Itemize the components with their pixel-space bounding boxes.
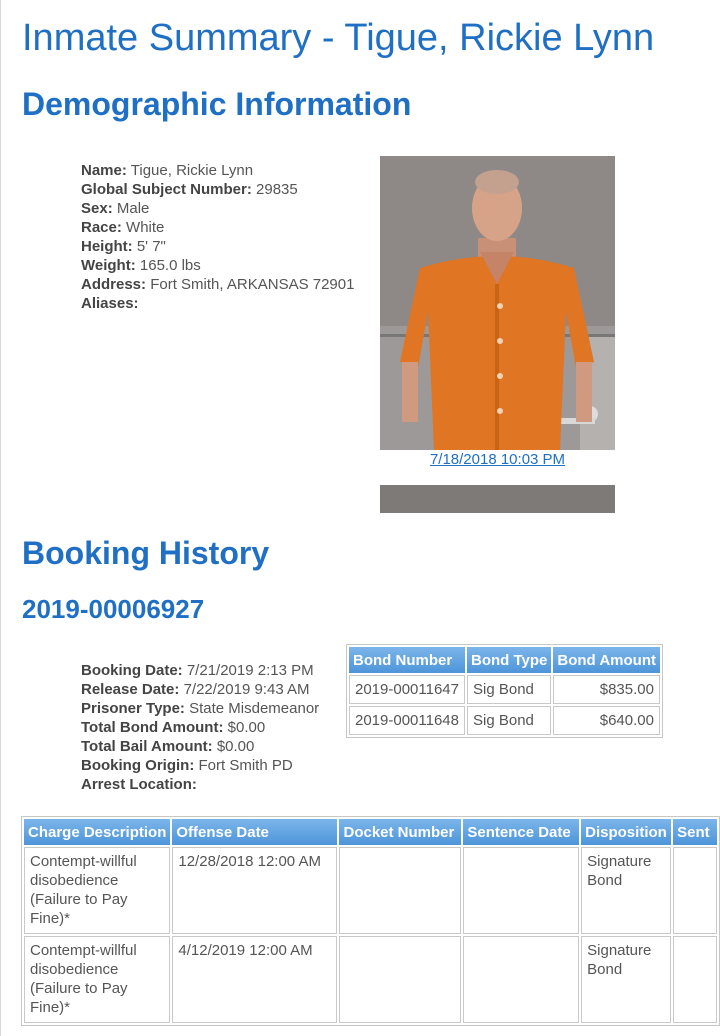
- total-bond-value: $0.00: [227, 719, 266, 736]
- sentence-date-cell: [463, 936, 579, 1023]
- release-date-value: 7/22/2019 9:43 AM: [183, 681, 310, 698]
- subject-number-value: 29835: [256, 181, 298, 198]
- bond-number-header: Bond Number: [349, 647, 465, 673]
- aliases-label: Aliases:: [81, 295, 139, 312]
- bond-amount-header: Bond Amount: [553, 647, 660, 673]
- sex-value: Male: [116, 200, 150, 217]
- prisoner-type-label: Prisoner Type:: [81, 700, 185, 717]
- bond-amount-cell: $835.00: [553, 675, 660, 704]
- name-label: Name:: [81, 162, 127, 179]
- total-bond-row: [81, 718, 319, 737]
- booking-date-label: Booking Date:: [81, 662, 183, 679]
- sex-label: Sex:: [81, 200, 113, 217]
- arrest-location-row: [81, 775, 319, 794]
- demographic-heading: Demographic Information: [22, 86, 412, 122]
- total-bail-row: [81, 737, 319, 756]
- charge-description-cell: Contempt-willful disobedience (Failure to Pay Fine)*: [24, 847, 170, 934]
- booking-id: 2019-00006927: [22, 594, 205, 624]
- race-value: White: [126, 219, 165, 236]
- sentence-header: Sent: [673, 819, 717, 845]
- sentence-cell: [673, 936, 717, 1023]
- inmate-photo[interactable]: [380, 156, 615, 450]
- offense-date-header: Offense Date: [172, 819, 337, 845]
- disposition-cell: Signature Bond: [581, 936, 671, 1023]
- prisoner-type-row: [81, 699, 319, 718]
- bond-type-cell: Sig Bond: [467, 706, 551, 735]
- docket-number-cell: [339, 847, 461, 934]
- release-date-row: [81, 680, 319, 699]
- bond-header-row: [349, 647, 660, 673]
- arrest-location-label: Arrest Location:: [81, 776, 197, 793]
- bond-number-cell: 2019-00011648: [349, 706, 465, 735]
- sentence-date-cell: [463, 847, 579, 934]
- disposition-header: Disposition: [581, 819, 671, 845]
- offense-date-cell: 4/12/2019 12:00 AM: [172, 936, 337, 1023]
- charge-description-header: Charge Description: [24, 819, 170, 845]
- bond-type-header: Bond Type: [467, 647, 551, 673]
- sentence-cell: [673, 847, 717, 934]
- booking-history-heading: Booking History: [22, 535, 270, 571]
- booking-origin-label: Booking Origin:: [81, 757, 195, 774]
- race-row: [81, 218, 354, 237]
- charge-description-cell: Contempt-willful disobedience (Failure to Pay Fine)*: [24, 936, 170, 1023]
- weight-label: Weight:: [81, 257, 136, 274]
- release-date-label: Release Date:: [81, 681, 180, 698]
- bond-type-cell: Sig Bond: [467, 675, 551, 704]
- offense-date-cell: 12/28/2018 12:00 AM: [172, 847, 337, 934]
- table-row: [24, 847, 717, 934]
- height-label: Height:: [81, 238, 133, 255]
- page-title: Inmate Summary - Tigue, Rickie Lynn: [22, 17, 655, 59]
- name-value: Tigue, Rickie Lynn: [130, 162, 254, 179]
- demographic-fields: [81, 161, 354, 313]
- table-row: [349, 675, 660, 704]
- height-row: [81, 237, 354, 256]
- mugshot-illustration: [380, 156, 615, 450]
- table-row: [24, 936, 717, 1023]
- prisoner-type-value: State Misdemeanor: [189, 700, 320, 717]
- table-row: [349, 706, 660, 735]
- subject-number-row: [81, 180, 354, 199]
- total-bail-label: Total Bail Amount:: [81, 738, 213, 755]
- bond-table: [346, 644, 663, 738]
- charges-table: [21, 816, 720, 1026]
- photo-thumbnail-strip[interactable]: [380, 485, 615, 513]
- total-bail-value: $0.00: [216, 738, 255, 755]
- booking-origin-row: [81, 756, 319, 775]
- booking-fields: [81, 661, 319, 794]
- address-label: Address:: [81, 276, 147, 293]
- height-value: 5' 7": [136, 238, 166, 255]
- booking-date-row: [81, 661, 319, 680]
- bond-amount-cell: $640.00: [553, 706, 660, 735]
- race-label: Race:: [81, 219, 122, 236]
- booking-origin-value: Fort Smith PD: [198, 757, 293, 774]
- docket-number-cell: [339, 936, 461, 1023]
- weight-value: 165.0 lbs: [139, 257, 201, 274]
- aliases-row: [81, 294, 354, 313]
- subject-number-label: Global Subject Number:: [81, 181, 252, 198]
- sentence-date-header: Sentence Date: [463, 819, 579, 845]
- name-row: [81, 161, 354, 180]
- sex-row: [81, 199, 354, 218]
- docket-number-header: Docket Number: [339, 819, 461, 845]
- address-value: Fort Smith, ARKANSAS 72901: [150, 276, 355, 293]
- charges-header-row: [24, 819, 717, 845]
- address-row: [81, 275, 354, 294]
- weight-row: [81, 256, 354, 275]
- disposition-cell: Signature Bond: [581, 847, 671, 934]
- photo-date-link[interactable]: 7/18/2018 10:03 PM: [429, 451, 566, 468]
- page-left-border: [0, 0, 1, 1036]
- bond-number-cell: 2019-00011647: [349, 675, 465, 704]
- booking-date-value: 7/21/2019 2:13 PM: [186, 662, 314, 679]
- total-bond-label: Total Bond Amount:: [81, 719, 224, 736]
